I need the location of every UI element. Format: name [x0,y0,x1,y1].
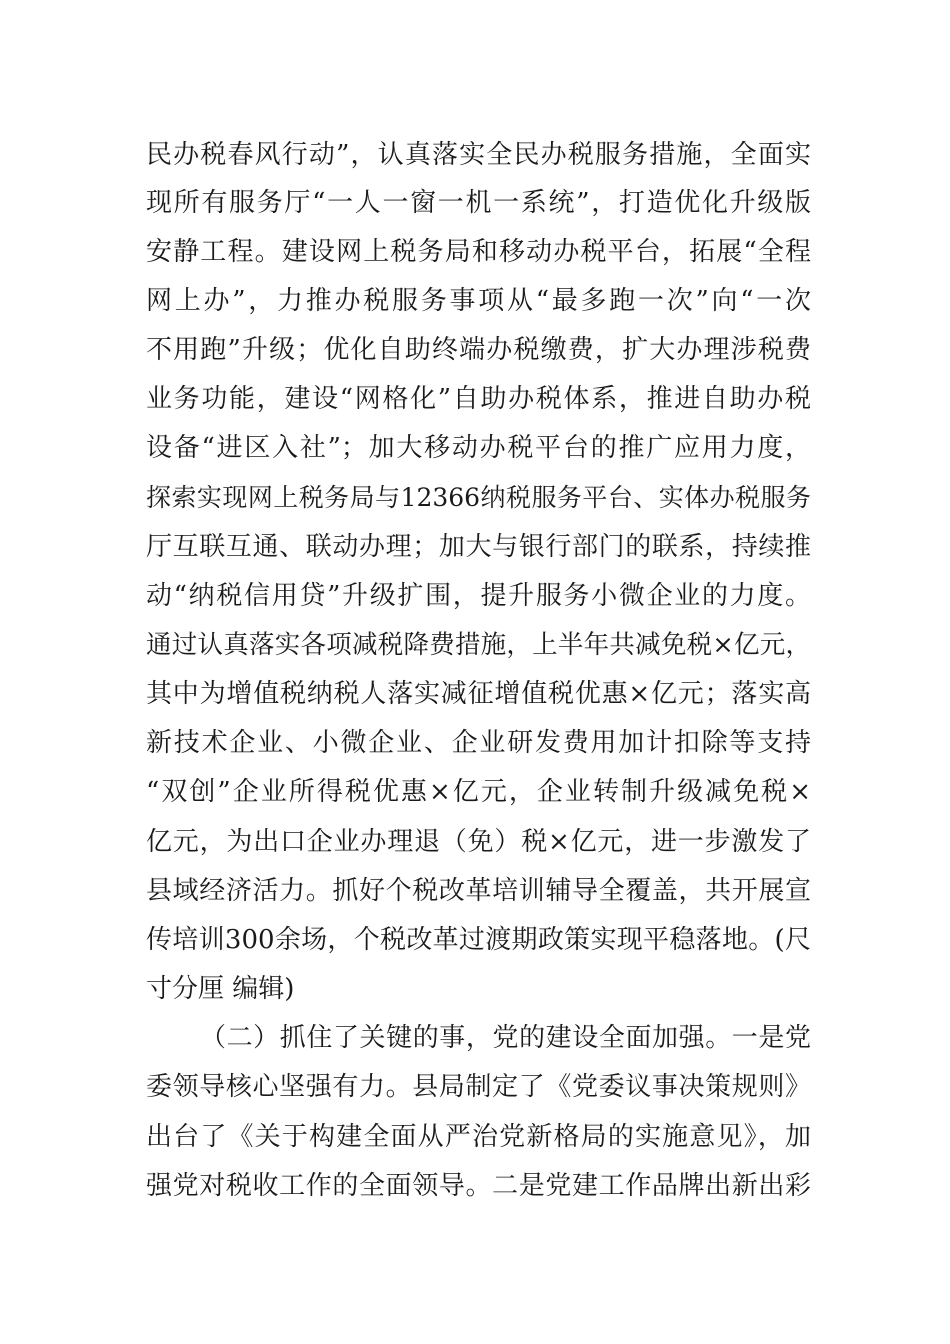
text-line-1: 民办税春风行动”，认真落实全民办税服务措施，全面实 [146,140,811,170]
text-line-9: 厅互联互通、联动办理；加大与银行部门的联系，持续推 [146,532,811,562]
text-line-4: 网上办”，力推办税服务事项从“最多跑一次”向“一次 [146,286,811,316]
paragraph-start-line: （二）抓住了关键的事，党的建设全面加强。一是党 [200,1023,811,1053]
text-line-17: 传培训300余场，个税改革过渡期政策实现平稳落地。(尺 [146,925,811,955]
text-line-22: 强党对税收工作的全面领导。二是党建工作品牌出新出彩 [146,1171,811,1201]
text-line-16: 县域经济活力。抓好个税改革培训辅导全覆盖，共开展宣 [146,876,811,906]
text-line-10: 动“纳税信用贷”升级扩围，提升服务小微企业的力度。 [146,581,811,611]
text-line-7: 设备“进区入社”；加大移动办税平台的推广应用力度， [146,433,811,463]
text-line-13: 新技术企业、小微企业、企业研发费用加计扣除等支持 [146,728,811,758]
text-line-5: 不用跑”升级；优化自助终端办税缴费，扩大办理涉税费 [146,335,811,365]
text-line-6: 业务功能，建设“网格化”自助办税体系，推进自助办税 [146,384,811,414]
text-line-15: 亿元，为出口企业办理退（免）税×亿元，进一步激发了 [146,827,811,857]
text-line-12: 其中为增值税纳税人落实减征增值税优惠×亿元；落实高 [146,679,811,709]
text-line-3: 安静工程。建设网上税务局和移动办税平台，拓展“全程 [146,237,811,267]
text-line-11: 通过认真落实各项减税降费措施，上半年共减免税×亿元， [146,630,811,660]
text-line-8: 探索实现网上税务局与12366纳税服务平台、实体办税服务 [146,483,811,512]
text-line-2: 现所有服务厅“一人一窗一机一系统”，打造优化升级版 [146,188,811,218]
text-line-21: 出台了《关于构建全面从严治党新格局的实施意见》，加 [146,1122,811,1152]
text-line-14: “双创”企业所得税优惠×亿元，企业转制升级减免税× [146,777,811,807]
text-line-18: 寸分厘 编辑) [146,974,295,1004]
text-line-20: 委领导核心坚强有力。县局制定了《党委议事决策规则》 [146,1072,811,1102]
